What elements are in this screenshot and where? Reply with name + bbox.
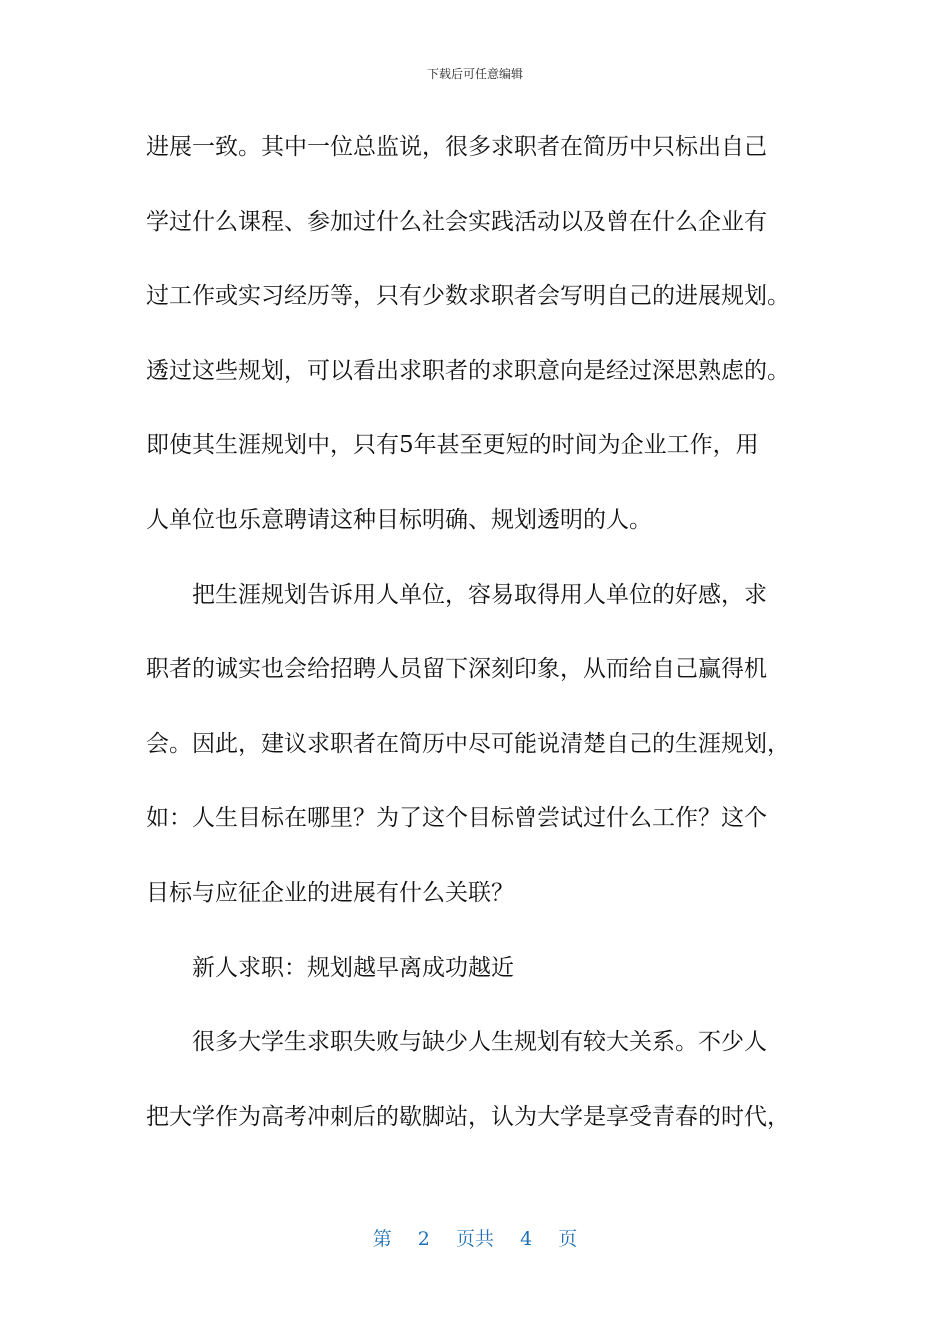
text-line: 把大学作为高考冲刺后的歇脚站，认为大学是享受青春的时代， bbox=[146, 1103, 790, 1130]
text-line: 学过什么课程、参加过什么社会实践活动以及曾在什么企业有 bbox=[146, 208, 767, 235]
paragraph-start-line: 很多大学生求职失败与缺少人生规划有较大关系。不少人 bbox=[192, 1029, 767, 1056]
section-heading: 新人求职：规划越早离成功越近 bbox=[192, 954, 514, 981]
text-line: 人单位也乐意聘请这种目标明确、规划透明的人。 bbox=[146, 506, 652, 533]
document-body bbox=[146, 122, 816, 1166]
text-line: 进展一致。其中一位总监说，很多求职者在简历中只标出自己 bbox=[146, 134, 767, 160]
paragraph-start-line: 把生涯规划告诉用人单位，容易取得用人单位的好感，求 bbox=[192, 581, 767, 608]
text-line: 透过这些规划，可以看出求职者的求职意向是经过深思熟虑的。 bbox=[146, 357, 790, 384]
text-line: 职者的诚实也会给招聘人员留下深刻印象，从而给自己赢得机 bbox=[146, 656, 767, 683]
page-label: 第 bbox=[372, 1228, 392, 1250]
text-line: 目标与应征企业的进展有什么关联？ bbox=[146, 879, 514, 906]
header-text: 下载后可任意编辑 bbox=[426, 67, 523, 81]
page-footer bbox=[0, 1226, 950, 1252]
total-pages: 4 bbox=[520, 1228, 533, 1250]
text-line: 即使其生涯规划中，只有5年甚至更短的时间为企业工作，用 bbox=[146, 432, 759, 459]
page-header bbox=[0, 66, 950, 82]
page-suffix: 页 bbox=[558, 1228, 578, 1250]
text-line: 会。因此，建议求职者在简历中尽可能说清楚自己的生涯规划， bbox=[146, 730, 790, 757]
page-number: 2 bbox=[417, 1228, 430, 1250]
of-label: 页共 bbox=[455, 1228, 494, 1250]
text-line: 过工作或实习经历等，只有少数求职者会写明自己的进展规划。 bbox=[146, 283, 790, 310]
text-line: 如：人生目标在哪里？为了这个目标曾尝试过什么工作？这个 bbox=[146, 805, 767, 832]
